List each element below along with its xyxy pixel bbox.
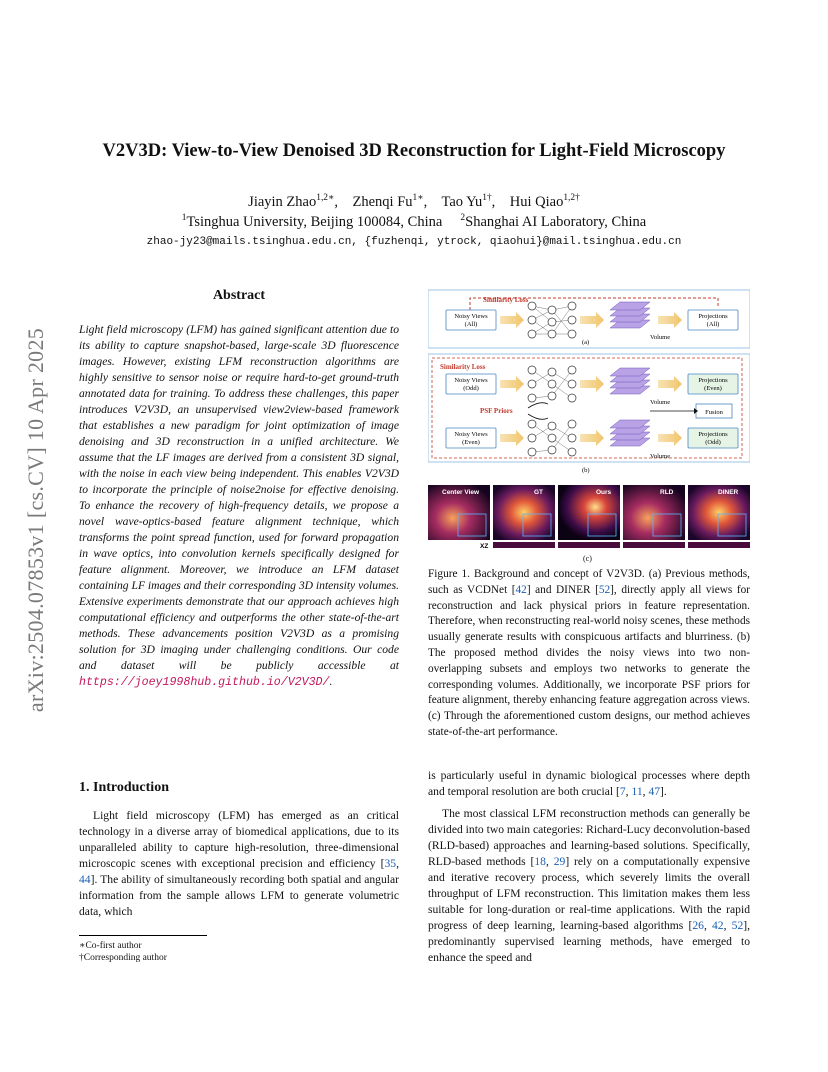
abstract-text: Light field microscopy (LFM) has gained significant attention due to its ability to capture snapshot-based, large-scale 3D fluorescence images. However, existing LFM reconstruction algorithms are highly sensitive to sensor noise or require hard-to-get ground-truth annotated data for training. To address these challenges, this paper introduces V2V3D, an unsupervised view2view-based framework that establishes a new paradigm for joint optimization of image denoising and 3D reconstruction in a unified architecture. We assume that the LF images are derived from a consistent 3D signal, with the noise in each view being independent. This enables V2V3D to incorporate the principle of noise2noise for effective denoising. To enhance the recovery of high-frequency details, we propose a novel wave-optics-based feature alignment technique, which transforms the point spread function, used for forward propagation in wave optics, into convolution kernels specifically designed for feature alignment. Moreover, we introduce an LFM dataset containing LF images and their corresponding 3D intensity volumes. Extensive experiments demonstrate that our approach achieves high computational efficiency and outperforms the other state-of-the-art methods. These advancements position V2V3D as a promising solution for 3D imaging under challenging conditions. Our code and dataset will be publicly accessible at [79,323,399,672]
panel-a [428,290,750,348]
affiliations [0,214,828,231]
panel-label-ours: Ours [596,489,612,496]
footnote-co-first: ∗Co-first author [79,941,142,951]
affiliation: Tsinghua University, Beijing 100084, China [186,214,443,230]
panel-label-center-view: Center View [442,489,480,496]
caption-text: Figure 1. Background and concept of V2V3D. (a) Previous methods, such as VCDNet [ [428,568,750,596]
citation-sep: , [396,857,399,870]
citation-link[interactable]: 35 [384,857,397,870]
citation-sep: , [723,919,732,932]
body-text: The most classical LFM reconstruction methods can generally be divided into two main categories: Richard-Lucy deconvolution-based (RLD-based) approaches and learning-based solutions. Specifically, RLD-based methods [ [428,807,750,868]
psf-priors-label: PSF Priors [480,407,513,415]
abstract-end: . [329,675,333,688]
citation-link[interactable]: 26 [692,919,704,932]
abstract-body [79,322,399,691]
noisy-views-all: Noisy Views [454,313,488,320]
citation-link[interactable]: 7 [619,785,626,798]
label-c: (c) [583,554,592,563]
panel-label-gt: GT [534,489,544,496]
citation-link[interactable]: 18 [534,855,546,868]
volume-label-b1: Volume [650,399,671,406]
caption-text: ], directly apply all views for reconstruction and lack physical priors in feature representation. Therefore, when reconstructing real-world noisy scenes, these methods usually generate results with conspicuous artifacts and blurriness. (b) The proposed method divides the noisy views into two non-overlapping subsets and employs two networks to generate the corresponding volumes. Additionally, we incorporate PSF priors for feature alignment, thereby enhancing feature aggregation across views. (c) Through the aforementioned custom designs, our method achieves state-of-the-art performance. [428,583,750,738]
author-name: Tao Yu [441,194,483,210]
author-name: Zhenqi Fu [352,194,413,210]
figure-1 [428,288,750,553]
citation-link[interactable]: 44 [79,873,91,886]
author-name: Jiayin Zhao [248,194,317,210]
affiliation: Shanghai AI Laboratory, China [465,214,647,230]
noisy-views-even: Noisy Views [454,431,488,438]
noisy-views-odd-sub: (Odd) [463,385,479,392]
citation-link[interactable]: 42 [712,919,724,932]
label-b: (b) [582,467,590,474]
body-text: ], predominantly supervised learning methods, have emerged to enhance the speed and [428,919,751,964]
author-list: Jiayin Zhao$^{1,2∗}$, Zhenqi $Fu^{1∗}$, Tao $Yu^{1\dagger}$, Hui Qiao$^{1,2\dagger}$ [248,193,580,210]
citation-link[interactable]: 11 [631,785,643,798]
projections-even-sub: (Even) [704,385,722,392]
label-a: (a) [582,339,590,346]
caption-text: ] and DINER [ [526,583,599,596]
projections-all: Projections [698,313,728,320]
paper-title: V2V3D: View-to-View Denoised 3D Reconstruction for Light-Field Microscopy [102,141,726,161]
intro-text: Light field microscopy (LFM) has emerged as an critical technology in a diverse array of biomedical applications, due to its unparalleled ability to capture high-resolution, three-dimensional microscopic scenes with exceptional precision and efficiency [ [79,809,399,870]
footnote-rule [79,935,207,936]
panel-c [428,485,750,550]
introduction-paragraph [79,808,399,920]
similarity-loss-label: Similarity Loss [483,296,529,304]
volume-label-b2: Volume [650,453,671,460]
noisy-views-even-sub: (Even) [462,439,480,446]
author-sup: 1∗ [412,193,424,204]
affil-sup: 1 [181,213,187,224]
figure-1-caption [428,567,750,741]
author-emails: zhao-jy23@mails.tsinghua.edu.cn, {fuzhenqi, ytrock, qiaohui}@mail.tsinghua.edu.cn [146,236,682,248]
affil-sup: 2 [460,213,466,224]
arxiv-sidebar [16,280,56,760]
citation-link[interactable]: 42 [515,583,527,596]
citation-link[interactable]: 29 [553,855,566,868]
paragraph [428,768,750,800]
projections-odd-sub: (Odd) [705,439,721,446]
citation-sep: , [703,919,712,932]
panel-b [428,354,750,474]
panel-label-rld: RLD [660,489,674,496]
section-heading-introduction: 1. Introduction [79,780,169,795]
noisy-views-odd: Noisy Views [454,377,488,384]
projections-odd: Projections [698,431,728,438]
similarity-loss-label-b: Similarity Loss [440,363,486,371]
citation-link[interactable]: 47 [648,785,661,798]
citation-link[interactable]: 52 [731,919,744,932]
projections-all-sub: (All) [706,321,720,328]
author-sup: 1,2† [563,193,580,204]
intro-text: ]. The ability of simultaneously recording both spatial and angular information from the sample allows LFM to generate volumetric data, which [79,873,399,918]
citation-sep: , [545,855,554,868]
panel-label-diner: DINER [718,489,739,496]
author-sup: 1† [482,193,492,204]
body-text: ] rely on a computationally expensive and iterative recovery process, which severely limits the overall throughput of LFM reconstruction. This limitation makes them less suitable for long-duration or real-time applications. With the rapid progress of deep learning, learning-based algorithms [ [428,855,750,932]
fusion-label: Fusion [705,409,723,416]
author-sup: 1,2∗ [316,193,335,204]
body-text: ]. [660,785,667,798]
citation-sep: , [642,785,649,798]
right-column-text [428,768,750,966]
citation-sep: , [625,785,632,798]
arxiv-identifier: arXiv:2504.07853v1 [cs.CV] 10 Apr 2025 [23,327,48,713]
abstract-heading: Abstract [212,288,266,303]
xz-label: XZ [480,543,489,550]
citation-link[interactable]: 52 [598,583,611,596]
paragraph [428,806,750,966]
projections-even: Projections [698,377,728,384]
project-link[interactable]: https://joey1998hub.github.io/V2V3D/ [79,676,330,689]
volume-label-a: Volume [650,334,671,341]
noisy-views-all-sub: (All) [464,321,478,328]
author-name: Hui Qiao [509,194,564,210]
footnote-corresponding: †Corresponding author [79,953,167,963]
body-text: is particularly useful in dynamic biological processes where depth and temporal resolution are both crucial [ [428,769,750,798]
